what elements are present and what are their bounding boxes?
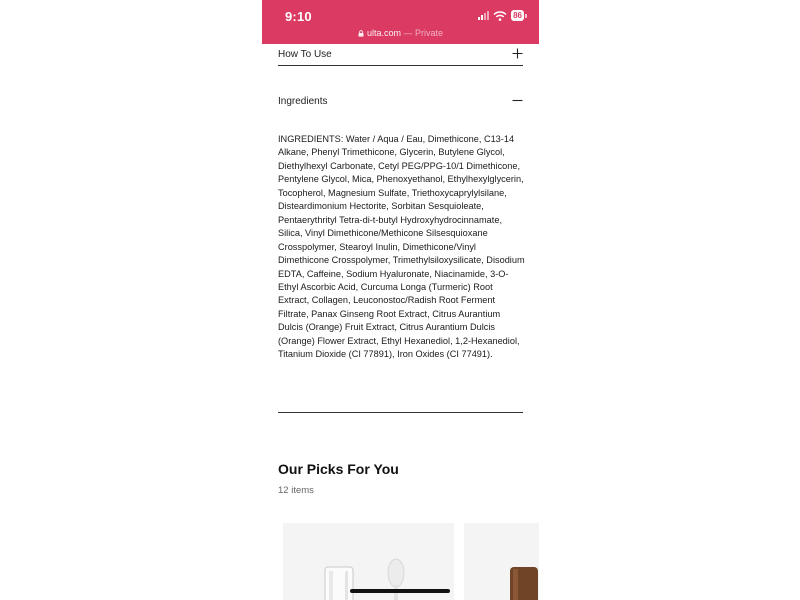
accordion-ingredients[interactable] <box>278 92 523 114</box>
url-bar[interactable] <box>262 28 539 38</box>
minus-icon <box>512 95 523 106</box>
lock-icon <box>358 30 364 37</box>
cellular-signal-icon <box>478 11 489 20</box>
divider <box>278 412 523 413</box>
ingredients-text: INGREDIENTS: Water / Aqua / Eau, Dimethicone, C13-14 Alkane, Phenyl Trimethicone, Glycerin, Butylene Glycol, Diethylhexyl Carbonate, Cetyl PEG/PPG-10/1 Dimethicone, Pentylene Glycol, Mica, Phenoxyethanol, Ethylhexylglycerin, Tocopherol, Magnesium Sulfate, Triethoxycaprylylsilane, Disteardimonium Hectorite, Sorbitan Sesquioleate, Pentaerythrityl Tetra-di-t-butyl Hydroxyhydrocinnamate, Silica, Vinyl Dimethicone/Methicone Silsesquioxane Crosspolymer, Stearoyl Inulin, Dimethicone/Vinyl Dimethicone Crosspolymer, Trimethylsiloxysilicate, Disodium EDTA, Caffeine, Sodium Hyaluronate, Niacinamide, 3-O-Ethyl Ascorbic Acid, Curcuma Longa (Turmeric) Root Extract, Collagen, Leuconostoc/Radish Root Ferment Filtrate, Panax Ginseng Root Extract, Citrus Aurantium Dulcis (Orange) Fruit Extract, Citrus Aurantium Dulcis (Orange) Flower Extract, Ethyl Hexanediol, 1,2-Hexanediol, Titanium Dioxide (CI 77891), Iron Oxides (CI 77491). <box>278 134 525 360</box>
how-to-use-label: How To Use <box>278 49 332 60</box>
url-separator: — <box>403 28 413 38</box>
battery-level: 86 <box>513 11 522 20</box>
divider <box>278 65 523 66</box>
private-mode-label: Private <box>415 28 444 38</box>
picks-item-count: 12 items <box>278 485 314 496</box>
product-card[interactable] <box>464 523 539 600</box>
plus-icon <box>512 48 523 59</box>
status-time: 9:10 <box>285 9 312 24</box>
url-domain: ulta.com <box>366 28 401 38</box>
accordion-how-to-use[interactable] <box>278 45 523 67</box>
wifi-icon <box>493 11 507 21</box>
phone-screen <box>262 0 539 600</box>
battery-icon <box>511 10 527 21</box>
browser-top-bar <box>262 0 539 44</box>
home-indicator[interactable] <box>350 589 450 593</box>
status-icons <box>478 10 527 21</box>
picks-section-title: Our Picks For You <box>278 461 399 477</box>
ingredients-label: Ingredients <box>278 96 328 107</box>
foundation-product-image <box>464 523 539 600</box>
